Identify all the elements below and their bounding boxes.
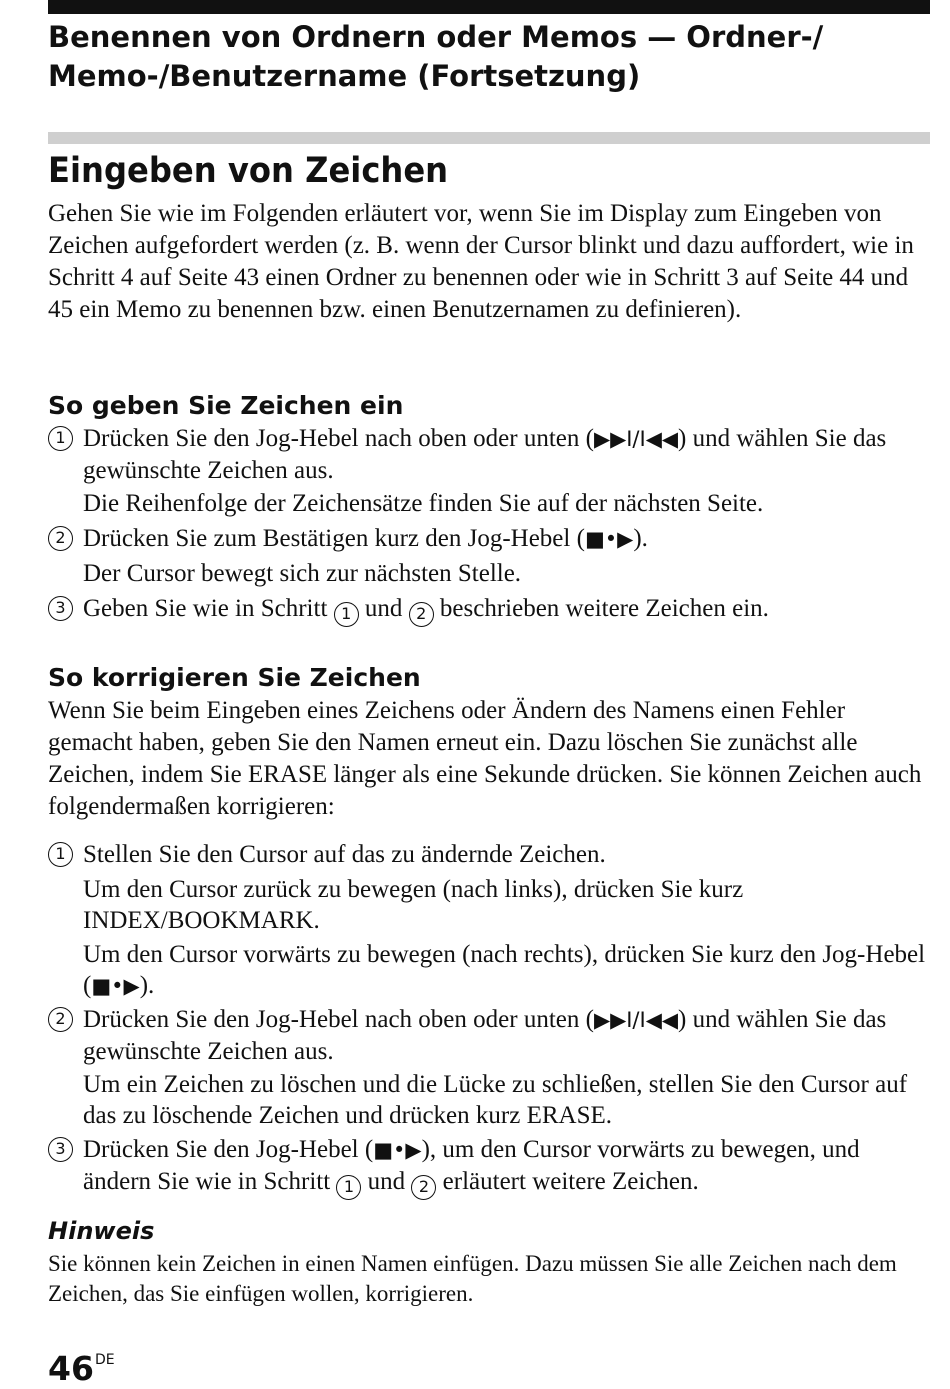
step-text-part: Um den Cursor vorwärts zu bewegen (nach rechts), drücken Sie kurz den Jog-Hebel ( bbox=[83, 941, 926, 999]
correct-step-1-detail-1: Um den Cursor zurück zu bewegen (nach links), drücken Sie kurz INDEX/BOOKMARK. bbox=[83, 876, 744, 934]
section-title: Eingeben von Zeichen bbox=[48, 151, 449, 191]
step-text-part: ). bbox=[139, 972, 155, 999]
skip-buttons-symbol: ▶▶I/I◀◀ bbox=[593, 1008, 678, 1032]
correct-step-1 bbox=[48, 839, 930, 870]
note-heading: Hinweis bbox=[48, 1217, 155, 1245]
page-header-title bbox=[48, 18, 930, 96]
page-language-suffix: DE bbox=[94, 1352, 115, 1368]
correct-heading: So korrigieren Sie Zeichen bbox=[48, 663, 421, 692]
skip-buttons-symbol: ▶▶I/I◀◀ bbox=[593, 427, 678, 451]
step-text-part: Drücken Sie den Jog-Hebel nach oben oder unten ( bbox=[83, 1006, 594, 1033]
step-text bbox=[83, 1134, 930, 1200]
header-rule bbox=[48, 0, 930, 14]
step-text bbox=[83, 593, 930, 627]
step-reference-badge: 2 bbox=[411, 1175, 436, 1200]
step-reference-badge: 1 bbox=[334, 602, 359, 627]
step-text-part: ) und wählen Sie das gewünschte Zeichen aus. bbox=[83, 425, 887, 484]
step-text-part: ). bbox=[633, 525, 648, 552]
step-text-part: ), um den Cursor vorwärts zu bewegen, und ändern Sie wie in Schritt bbox=[83, 1136, 860, 1195]
step-number-badge: 2 bbox=[48, 526, 73, 551]
enter-heading: So geben Sie Zeichen ein bbox=[48, 391, 404, 420]
stop-play-symbol: ■•▶ bbox=[584, 527, 634, 551]
step-text-part: Drücken Sie den Jog-Hebel nach oben oder unten ( bbox=[83, 425, 594, 452]
step-reference-badge: 1 bbox=[336, 1175, 361, 1200]
step-reference-badge: 2 bbox=[409, 602, 434, 627]
enter-step-1 bbox=[48, 423, 930, 486]
stop-play-symbol: ■•▶ bbox=[91, 974, 140, 998]
step-text-part: und bbox=[358, 595, 409, 622]
header-title-line-2: Memo-/Benutzername (Fortsetzung) bbox=[48, 59, 641, 93]
correct-step-2-detail: Um ein Zeichen zu löschen und die Lücke zu schließen, stellen Sie den Cursor auf das zu löschende Zeichen und drücken kurz ERASE. bbox=[83, 1071, 908, 1129]
step-text-part: Geben Sie wie in Schritt bbox=[83, 595, 334, 622]
enter-step-3 bbox=[48, 593, 930, 627]
step-text-part: beschrieben weitere Zeichen ein. bbox=[433, 595, 769, 622]
step-text-part: und bbox=[361, 1168, 412, 1195]
note-text: Sie können kein Zeichen in einen Namen einfügen. Dazu müssen Sie alle Zeichen nach dem Zeichen, das Sie einfügen wollen, korrigieren. bbox=[48, 1251, 897, 1306]
step-text-part: ) und wählen Sie das gewünschte Zeichen aus. bbox=[83, 1006, 887, 1065]
step-text: Stellen Sie den Cursor auf das zu ändernde Zeichen. bbox=[83, 841, 606, 868]
enter-step-2-detail: Der Cursor bewegt sich zur nächsten Stelle. bbox=[83, 560, 522, 587]
enter-step-2 bbox=[48, 523, 930, 555]
step-text-part: Drücken Sie den Jog-Hebel ( bbox=[83, 1136, 374, 1163]
section-rule bbox=[48, 132, 930, 144]
step-text-part: erläutert weitere Zeichen. bbox=[436, 1168, 699, 1195]
correct-step-3 bbox=[48, 1134, 930, 1200]
step-text-part: Drücken Sie zum Bestätigen kurz den Jog-Hebel ( bbox=[83, 525, 585, 552]
step-number-badge: 1 bbox=[48, 842, 73, 867]
stop-play-symbol: ■•▶ bbox=[373, 1138, 422, 1162]
page-number-value: 46 bbox=[48, 1349, 94, 1388]
step-text bbox=[83, 523, 930, 555]
header-title-line-1: Benennen von Ordnern oder Memos — Ordner-/ bbox=[48, 20, 824, 54]
step-number-badge: 3 bbox=[48, 596, 73, 621]
step-text bbox=[83, 1004, 930, 1067]
step-number-badge: 2 bbox=[48, 1007, 73, 1032]
enter-step-1-detail: Die Reihenfolge der Zeichensätze finden Sie auf der nächsten Seite. bbox=[83, 490, 764, 517]
step-text bbox=[83, 423, 930, 486]
correct-step-2 bbox=[48, 1004, 930, 1067]
step-number-badge: 1 bbox=[48, 426, 73, 451]
correct-step-1-detail-2 bbox=[83, 939, 930, 1002]
step-number-badge: 3 bbox=[48, 1137, 73, 1162]
correct-intro: Wenn Sie beim Eingeben eines Zeichens oder Ändern des Namens einen Fehler gemacht haben, geben Sie den Namen erneut ein. Dazu löschen Sie zunächst alle Zeichen, indem Sie ERASE länger als eine Sekunde drücken. Sie können Zeichen auch folgendermaßen korrigieren: bbox=[48, 697, 922, 820]
section-intro: Gehen Sie wie im Folgenden erläutert vor, wenn Sie im Display zum Eingeben von Zeichen aufgefordert werden (z. B. wenn der Cursor blinkt und dazu auffordert, wie in Schritt 4 auf Seite 43 einen Ordner zu benennen oder wie in Schritt 3 auf Seite 44 und 45 ein Memo zu benennen bzw. einen Benutzernamen zu definieren). bbox=[48, 200, 914, 323]
